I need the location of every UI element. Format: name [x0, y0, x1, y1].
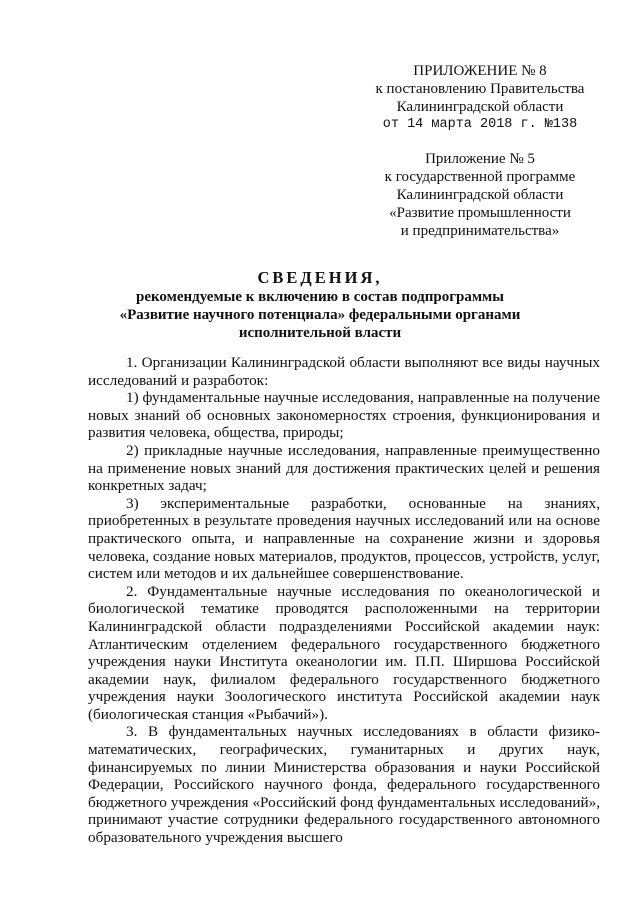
- appendix-line-3: Калининградской области: [396, 99, 564, 115]
- sub-appendix-line-5: и предпринимательства»: [400, 223, 560, 239]
- sub-appendix-line-3: Калининградской области: [396, 187, 564, 203]
- paragraph-3: 3. В фундаментальных научных исследованиях в области физико-математических, географических, гуманитарных и других наук, финансируемых по линии Министерства образования и науки Российской Федерации, Российского научного фонда, федерального государственного бюджетного учреждения «Российский фонд фундаментальных исследований», принимают участие сотрудники федерального государственного автономного образовательного учреждения высшего: [88, 723, 600, 847]
- title-main: СВЕДЕНИЯ,: [257, 268, 383, 287]
- appendix-line-2: к постановлению Правительства: [375, 81, 585, 97]
- sub-appendix-header: [360, 150, 600, 240]
- appendix-title: ПРИЛОЖЕНИЕ № 8: [413, 63, 547, 79]
- sub-appendix-title: Приложение № 5: [425, 151, 535, 167]
- paragraph-1-item-2: 2) прикладные научные исследования, направленные преимущественно на применение новых знаний для достижения практических целей и решения конкретных задач;: [88, 441, 600, 495]
- title-sub-2: «Развитие научного потенциала» федеральными органами: [119, 307, 521, 323]
- title-sub-1: рекомендуемые к включению в состав подпрограммы: [135, 289, 504, 305]
- document-body: [88, 354, 600, 847]
- paragraph-1: 1. Организации Калининградской области выполняют все виды научных исследований и разработок:: [88, 354, 600, 389]
- sub-appendix-line-2: к государственной программе: [384, 169, 576, 185]
- appendix-header: [360, 62, 600, 134]
- sub-appendix-line-4: «Развитие промышленности: [389, 205, 571, 221]
- paragraph-1-item-1: 1) фундаментальные научные исследования, направленные на получение новых знаний об основных закономерностях строения, функционирования и развития человека, общества, природы;: [88, 389, 600, 442]
- paragraph-2: 2. Фундаментальные научные исследования по океанологической и биологической тематике проводятся расположенными на территории Калининградской области подразделениями Российской академии наук: Атлантическим отделением федерального государственного бюджетного учреждения науки Института океанологии им. П.П. Ширшова Российской академии наук, филиалом федерального государственного бюджетного учреждения науки Зоологического института Российской академии наук (биологическая станция «Рыбачий»).: [88, 582, 600, 723]
- paragraph-1-item-3: 3) экспериментальные разработки, основанные на знаниях, приобретенных в результате проведения научных исследований или на основе практического опыта, и направленные на сохранение жизни и здоровья человека, создание новых материалов, продуктов, процессов, устройств, услуг, систем или методов и их дальнейшее совершенствование.: [88, 494, 600, 583]
- appendix-date-line: от 14 марта 2018 г. №138: [382, 117, 578, 132]
- title-sub-3: исполнительной власти: [238, 325, 402, 341]
- document-title: [0, 268, 640, 342]
